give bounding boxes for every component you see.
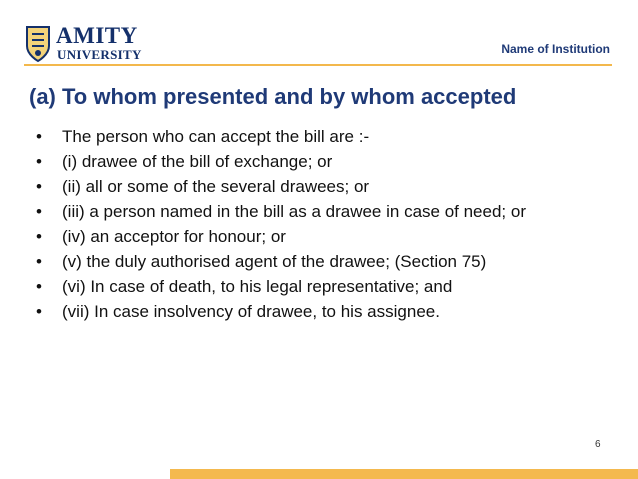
bullet-item <box>24 175 584 199</box>
bullet-item <box>24 250 584 274</box>
bullet-item <box>24 275 584 299</box>
bullet-icon: • <box>36 202 42 221</box>
bullet-item <box>24 300 584 324</box>
bullet-item <box>24 150 584 174</box>
bullet-text: (iv) an acceptor for honour; or <box>62 227 286 246</box>
bullet-list <box>24 125 584 325</box>
logo-wordmark: AMITY <box>56 23 138 48</box>
bullet-icon: • <box>36 277 42 296</box>
bullet-icon: • <box>36 302 42 321</box>
bullet-text: (v) the duly authorised agent of the drawee; (Section 75) <box>62 252 487 271</box>
bullet-item <box>24 200 584 224</box>
crest-icon <box>24 24 52 64</box>
slide-title: (a) To whom presented and by whom accepted <box>29 84 517 109</box>
bullet-icon: • <box>36 177 42 196</box>
bullet-text: (iii) a person named in the bill as a drawee in case of need; or <box>62 202 526 221</box>
page-number: 6 <box>595 439 601 450</box>
footer-accent-bar <box>170 469 638 479</box>
logo-subtitle: UNIVERSITY <box>57 47 142 62</box>
bullet-text: (vii) In case insolvency of drawee, to his assignee. <box>62 302 440 321</box>
bullet-icon: • <box>36 127 42 146</box>
header-divider <box>24 64 612 66</box>
bullet-text: (i) drawee of the bill of exchange; or <box>62 152 333 171</box>
bullet-icon: • <box>36 252 42 271</box>
institution-name: Name of Institution <box>501 42 610 56</box>
bullet-icon: • <box>36 227 42 246</box>
amity-logo <box>24 24 174 68</box>
bullet-icon: • <box>36 152 42 171</box>
bullet-item <box>24 125 584 149</box>
bullet-item <box>24 225 584 249</box>
bullet-text: The person who can accept the bill are :- <box>62 127 370 146</box>
bullet-text: (ii) all or some of the several drawees; or <box>62 177 370 196</box>
bullet-text: (vi) In case of death, to his legal representative; and <box>62 277 453 296</box>
